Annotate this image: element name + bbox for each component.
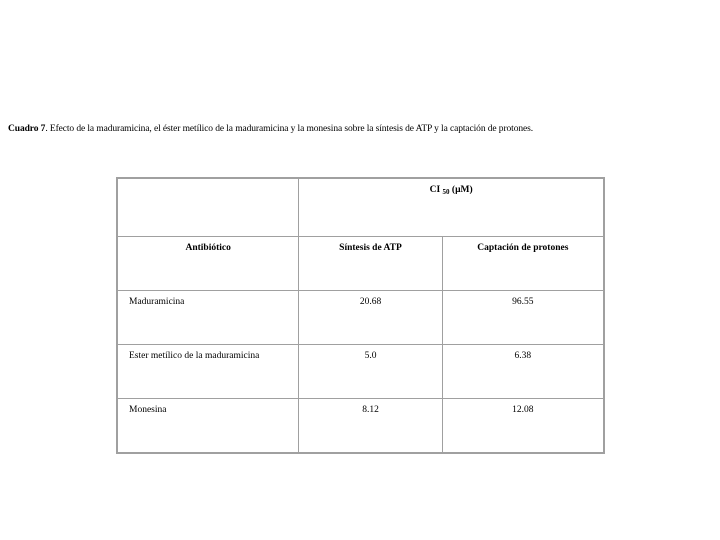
table-column-header-row (117, 237, 604, 291)
results-table (116, 177, 605, 454)
proton-uptake-value: 12.08 (442, 399, 604, 454)
ci-unit: (µM) (451, 185, 473, 195)
column-header-atp-synthesis: Síntesis de ATP (299, 237, 442, 291)
ci-prefix: CI (429, 185, 441, 195)
antibiotic-name: Maduramicina (117, 291, 299, 345)
table-row (117, 399, 604, 454)
caption-label: Cuadro 7 (8, 124, 46, 134)
atp-synthesis-value: 8.12 (299, 399, 442, 454)
column-header-proton-uptake: Captación de protones (442, 237, 604, 291)
table-row (117, 291, 604, 345)
table-caption (8, 124, 533, 134)
empty-header-cell (117, 178, 299, 237)
column-header-antibiotic: Antibiótico (117, 237, 299, 291)
ci-subscript: 50 (442, 188, 450, 196)
antibiotic-name: Monesina (117, 399, 299, 454)
proton-uptake-value: 96.55 (442, 291, 604, 345)
atp-synthesis-value: 5.0 (299, 345, 442, 399)
atp-synthesis-value: 20.68 (299, 291, 442, 345)
table-row (117, 345, 604, 399)
table-group-header-row (117, 178, 604, 237)
antibiotic-name: Ester metílico de la maduramicina (117, 345, 299, 399)
proton-uptake-value: 6.38 (442, 345, 604, 399)
ci50-header (299, 178, 604, 237)
caption-text: . Efecto de la maduramicina, el éster metílico de la maduramicina y la monesina sobre la síntesis de ATP y la captación de protones. (45, 124, 533, 134)
